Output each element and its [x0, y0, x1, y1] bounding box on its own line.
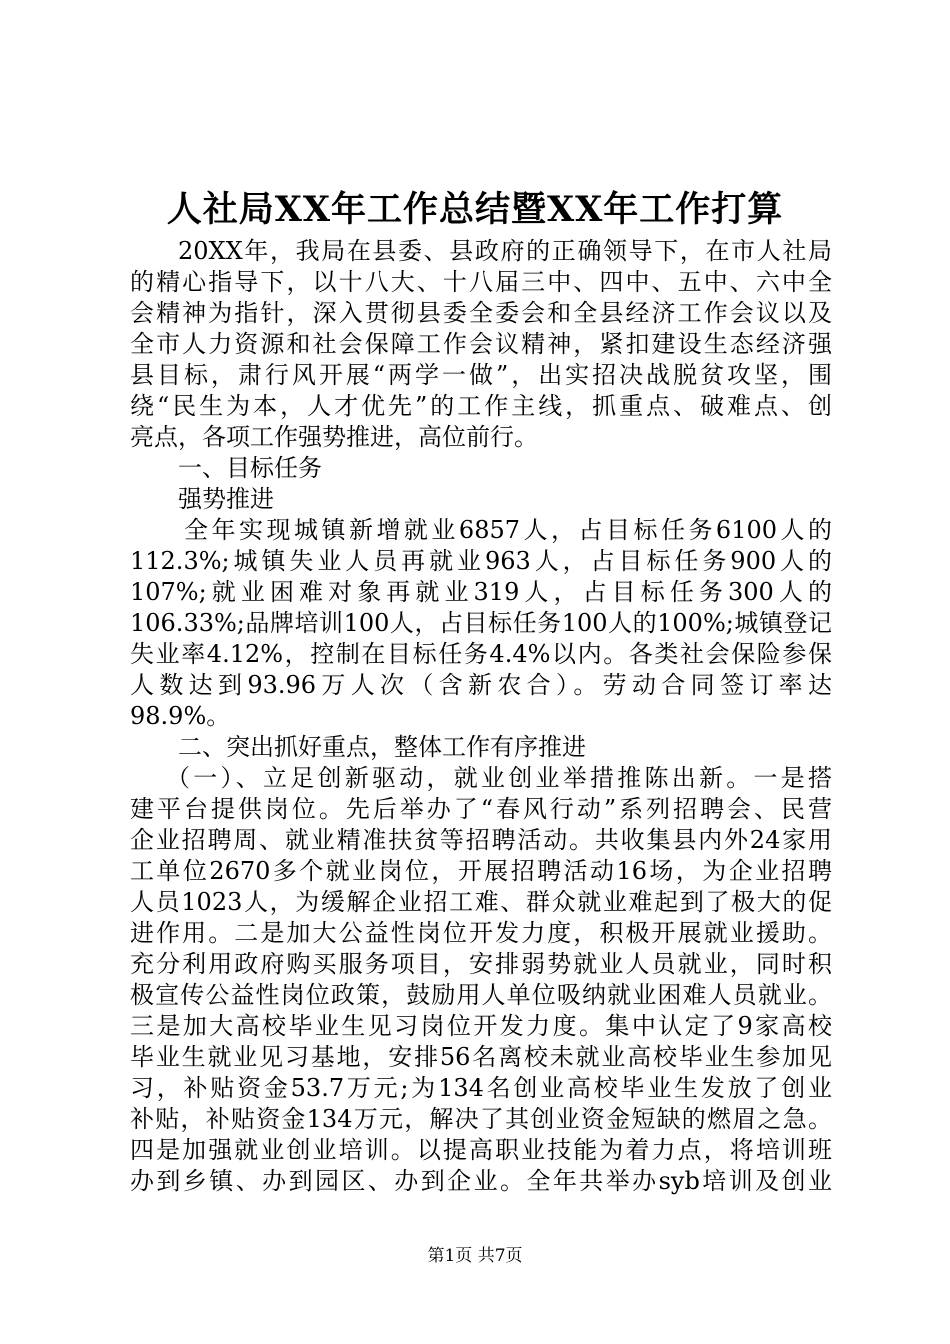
- body-line: 人数达到93.96万人次（含新农合）。劳动合同签订率达: [130, 671, 832, 699]
- body-line: 企业招聘周、就业精准扶贫等招聘活动。共收集县内外24家用: [130, 826, 832, 854]
- body-line: 会精神为指针，深入贯彻县委全委会和全县经济工作会议以及: [130, 299, 832, 327]
- body-line: （一）、立足创新驱动，就业创业举措推陈出新。一是搭: [166, 764, 832, 792]
- page-number: 第1页 共7页: [427, 1246, 523, 1266]
- sub-heading: 强势推进: [178, 485, 274, 513]
- document-title: 人社局XX年工作总结暨XX年工作打算: [166, 189, 784, 230]
- body-line: 充分利用政府购买服务项目，安排弱势就业人员就业，同时积: [130, 950, 832, 978]
- body-line: 的精心指导下，以十八大、十八届三中、四中、五中、六中全: [130, 268, 832, 296]
- body-line: 98.9%。: [130, 702, 231, 730]
- body-line: 建平台提供岗位。先后举办了“春风行动”系列招聘会、民营: [130, 795, 832, 823]
- body-line: 20XX年，我局在县委、县政府的正确领导下，在市人社局: [178, 237, 832, 265]
- body-line: 全市人力资源和社会保障工作会议精神，紧扣建设生态经济强: [130, 330, 832, 358]
- body-line: 毕业生就业见习基地，安排56名离校未就业高校毕业生参加见: [130, 1043, 832, 1071]
- document-body: [130, 236, 832, 1197]
- body-line: 三是加大高校毕业生见习岗位开发力度。集中认定了9家高校: [130, 1012, 832, 1040]
- body-line: 全年实现城镇新增就业6857人，占目标任务6100人的: [184, 516, 832, 544]
- body-line: 亮点，各项工作强势推进，高位前行。: [130, 423, 538, 451]
- body-line: 办到乡镇、办到园区、办到企业。全年共举办syb培训及创业: [130, 1167, 832, 1195]
- section-heading: 二、突出抓好重点，整体工作有序推进: [178, 733, 586, 761]
- section-heading: 一、目标任务: [178, 454, 322, 482]
- body-line: 县目标，肃行风开展“两学一做”，出实招决战脱贫攻坚，围: [130, 361, 832, 389]
- body-line: 极宣传公益性岗位政策，鼓励用人单位吸纳就业困难人员就业。: [130, 981, 832, 1009]
- body-line: 进作用。二是加大公益性岗位开发力度，积极开展就业援助。: [130, 919, 832, 947]
- body-line: 失业率4.12%，控制在目标任务4.4%以内。各类社会保险参保: [130, 640, 832, 668]
- body-line: 工单位2670多个就业岗位，开展招聘活动16场，为企业招聘: [130, 857, 832, 885]
- body-line: 107%;就业困难对象再就业319人，占目标任务300人的: [130, 578, 832, 606]
- body-line: 习，补贴资金53.7万元;为134名创业高校毕业生发放了创业: [130, 1074, 832, 1102]
- body-line: 112.3%;城镇失业人员再就业963人，占目标任务900人的: [130, 547, 832, 575]
- body-line: 补贴，补贴资金134万元，解决了其创业资金短缺的燃眉之急。: [130, 1105, 832, 1133]
- body-line: 人员1023人，为缓解企业招工难、群众就业难起到了极大的促: [130, 888, 832, 916]
- body-line: 四是加强就业创业培训。以提高职业技能为着力点，将培训班: [130, 1136, 832, 1164]
- body-line: 绕“民生为本，人才优先”的工作主线，抓重点、破难点、创: [130, 392, 832, 420]
- body-line: 106.33%;品牌培训100人，占目标任务100人的100%;城镇登记: [130, 609, 832, 637]
